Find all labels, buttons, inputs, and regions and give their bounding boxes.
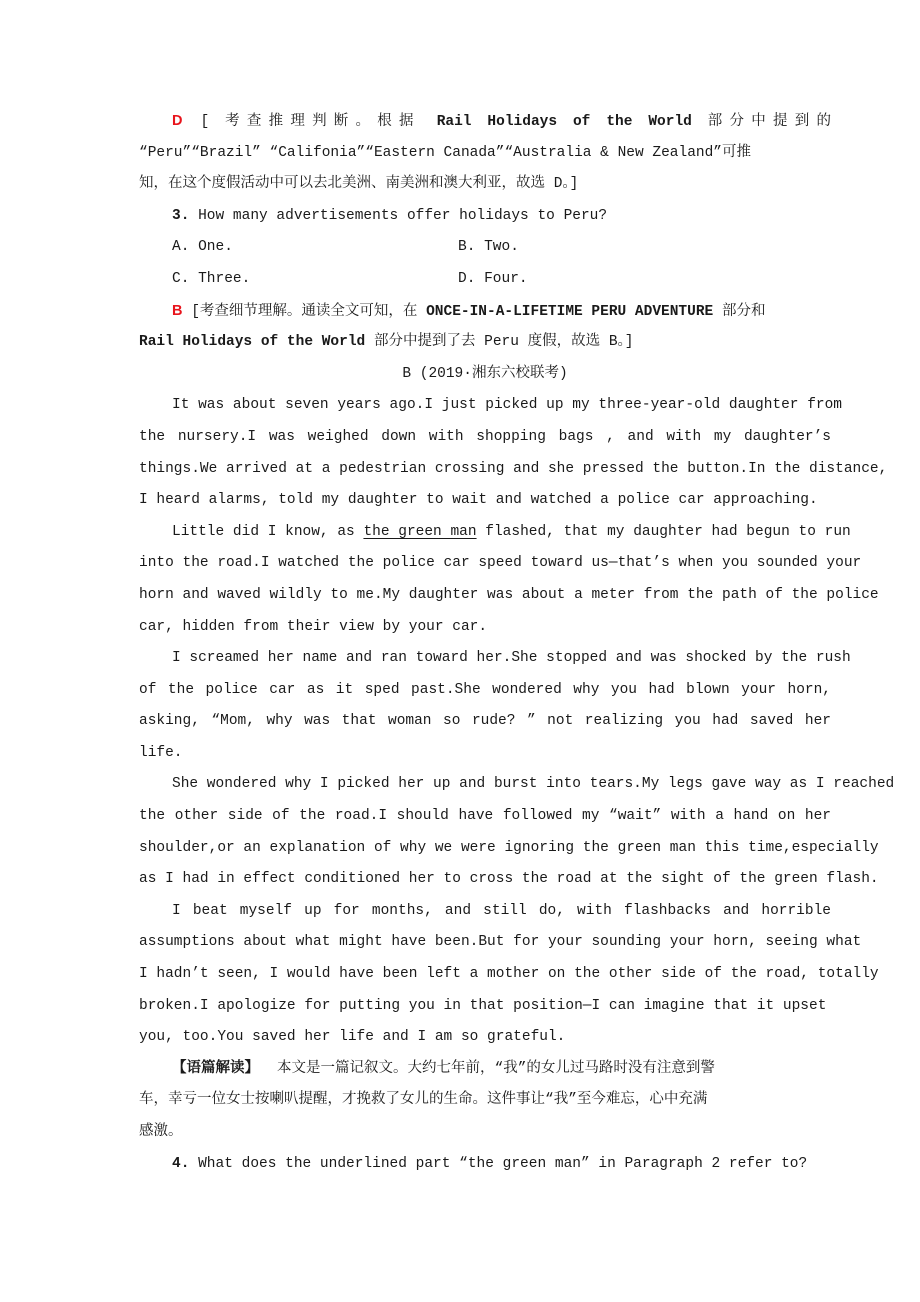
p1-line: things.We arrived at a pedestrian crossing and she pressed the button.In the distance, — [139, 460, 888, 477]
p5-line: broken.I apologize for putting you in that position—I can imagine that it upset — [139, 997, 827, 1014]
document-page — [139, 106, 895, 1180]
question-number: 4. — [172, 1155, 190, 1172]
answer-2-line-1: D [ 考查推理判断。根据 Rail Holidays of the World 部分中提到的 — [172, 113, 831, 130]
options-row-1 — [139, 232, 831, 264]
answer-3-line-1: B [考查细节理解。通读全文可知，在 ONCE-IN-A-LIFETIME PERU ADVENTURE 部分和 — [172, 302, 766, 320]
p5-line: I beat myself up for months, and still do, with flashbacks and horrible — [172, 902, 831, 919]
question-4 — [139, 1149, 831, 1181]
question-3 — [139, 201, 831, 233]
answer-3-line-2: Rail Holidays of the World 部分中提到了去 Peru 度假，故选 B。] — [139, 334, 634, 351]
question-text: How many advertisements offer holidays to Peru? — [198, 207, 608, 224]
p1-line: the nursery.I was weighed down with shopping bags , and with my daughter’s — [139, 428, 831, 445]
summary-line-3: 感激。 — [139, 1124, 183, 1140]
summary-label: 【语篇解读】 — [172, 1060, 259, 1077]
p5-line: assumptions about what might have been.But for your sounding your horn, seeing what — [139, 934, 862, 951]
p3-line: I screamed her name and ran toward her.She stopped and was shocked by the rush — [172, 650, 851, 667]
options-row-2 — [139, 264, 831, 296]
answer-letter: D — [172, 113, 183, 129]
summary-line-2: 车，幸亏一位女士按喇叭提醒，才挽救了女儿的生命。这件事让“我”至今难忘，心中充满 — [139, 1092, 708, 1109]
answer-2-line-2: “Peru”“Brazil” “Califonia”“Eastern Canada”“Australia & New Zealand”可推 — [139, 144, 751, 161]
question-number: 3. — [172, 207, 190, 224]
answer-letter: B — [172, 302, 183, 319]
p2-line: horn and waved wildly to me.My daughter was about a meter from the path of the police — [139, 586, 879, 603]
p4-line: shoulder,or an explanation of why we were ignoring the green man this time,especially — [139, 839, 879, 856]
p3-line: asking, “Mom, why was that woman so rude? ” not realizing you had saved her — [139, 713, 831, 730]
underlined-phrase: the green man — [363, 523, 477, 540]
p4-line: the other side of the road.I should have followed my “wait” with a hand on her — [139, 808, 831, 825]
p2-line: car, hidden from their view by your car. — [139, 618, 488, 635]
p2-line: into the road.I watched the police car speed toward us—that’s when you sounded your — [139, 555, 862, 572]
question-text: What does the underlined part “the green man” in Paragraph 2 refer to? — [198, 1155, 808, 1172]
p3-line: of the police car as it sped past.She wondered why you had blown your horn, — [139, 681, 831, 698]
option-b: B. Two. — [458, 239, 519, 256]
p1-line: I heard alarms, told my daughter to wait and watched a police car approaching. — [139, 492, 818, 509]
p5-line: I hadn’t seen, I would have been left a mother on the other side of the road, totally — [139, 966, 879, 983]
option-a: A. One. — [172, 239, 233, 256]
p5-line: you, too.You saved her life and I am so grateful. — [139, 1029, 566, 1046]
section-heading: B (2019·湘东六校联考) — [402, 365, 568, 382]
p2-line: Little did I know, as the green man flashed, that my daughter had begun to run — [172, 523, 851, 540]
p4-line: She wondered why I picked her up and burst into tears.My legs gave way as I reached — [172, 776, 895, 793]
p4-line: as I had in effect conditioned her to cross the road at the sight of the green flash. — [139, 871, 879, 888]
option-c: C. Three. — [172, 270, 251, 287]
p1-line: It was about seven years ago.I just picked up my three-year-old daughter from — [172, 397, 843, 414]
option-d: D. Four. — [458, 270, 528, 287]
answer-2-line-3: 知，在这个度假活动中可以去北美洲、南美洲和澳大利亚，故选 D。] — [139, 176, 579, 193]
summary-line-1: 【语篇解读】 本文是一篇记叙文。大约七年前，“我”的女儿过马路时没有注意到警 — [172, 1060, 715, 1077]
p3-line: life. — [139, 744, 183, 761]
